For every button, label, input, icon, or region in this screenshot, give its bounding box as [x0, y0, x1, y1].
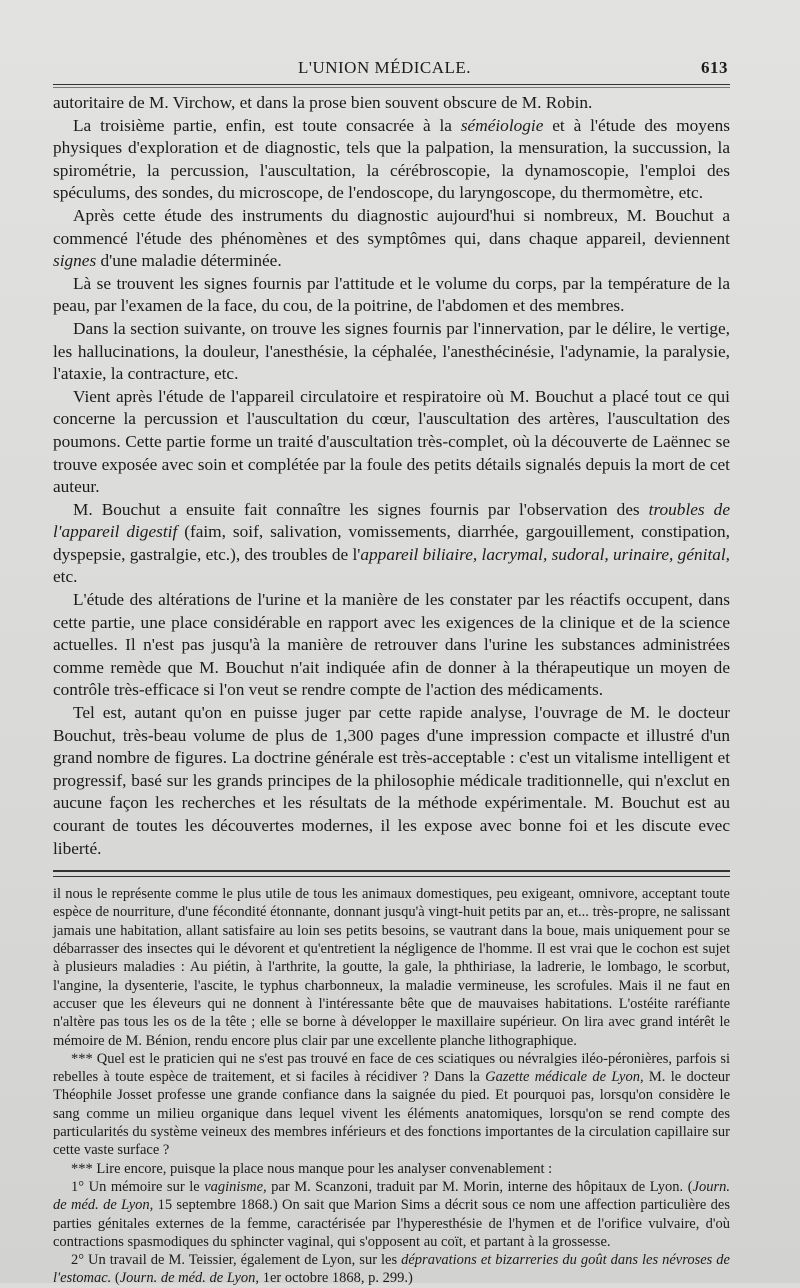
emphasis: Gazette médicale de Lyon, — [485, 1069, 644, 1086]
emphasis: dépravations et bizarreries du goût dans les névroses de l'estomac. — [53, 1252, 730, 1287]
paragraph: Dans la section suivante, on trouve les signes fournis par l'innervation, par le délire, le vertige, les hallucinations, la douleur, l'anesthésie, la céphalée, l'anesthécinésie, l'adynamie, la paralysie, l'ataxie, la contracture, etc. — [53, 318, 730, 384]
emphasis: séméiologie — [460, 115, 544, 135]
section-divider — [53, 870, 730, 877]
page-number: 613 — [701, 58, 728, 77]
emphasis: signes — [53, 251, 97, 271]
note-paragraph: 1° Un mémoire sur le vaginisme, par M. Scanzoni, traduit par M. Morin, interne des hôpitaux de Lyon. (Journ. de méd. de Lyon, 15 septembre 1868.) On sait que Marion Sims a décrit sous ce nom une affection particulière des parties génitales externes de la femme, caractérisée par l'hyperesthésie de l'hymen et de l'orifice vulvaire, d'où contractions spasmodiques du sphincter vaginal, qui s'opposent au coït, et partant à la grossesse. — [53, 1178, 731, 1250]
paragraph: L'étude des altérations de l'urine et la manière de les constater par les réactifs occupent, dans cette partie, une place considérable en rapport avec les exigences de la clinique et de la science actuelles. Il n'est pas jusqu'à la manière de retrouver dans l'urine les substances administrées comme remède que M. Bouchut n'ait indiquée afin de donner à la thérapeutique un moyen de contrôle très-efficace si l'on veut se rendre compte de l'action des médicaments. — [53, 590, 730, 700]
note-paragraph: *** Lire encore, puisque la place nous manque pour les analyser convenablement : — [71, 1160, 553, 1177]
emphasis: troubles de l'appareil digestif — [53, 499, 730, 542]
note-paragraph: *** Quel est le praticien qui ne s'est pas trouvé en face de ces sciatiques ou névralgies iléo-péronières, parfois si rebelles à toute espèce de traitement, et si faciles à récidiver ? Dans la Gazette médicale de Lyon, M. le docteur Théophile Josset professe une grande confiance dans la saignée du pied. Et pourquoi pas, lorsqu'on considère le sang comme un milieu organique dans lequel vivent les éléments anatomiques, lorsqu'on se rend compte des particularités du système veineux des membres inférieurs et des fonctions importantes de la circulation capillaire sur cette vaste surface ? — [53, 1050, 730, 1159]
journal-title: L'UNION MÉDICALE. — [298, 58, 472, 77]
paragraph: La troisième partie, enfin, est toute consacrée à la séméiologie et à l'étude des moyens physiques d'exploration et de diagnostic, tels que la palpation, la mensuration, la succussion, la spirométrie, la percussion, l'auscultation, la cérébroscopie, la dynamoscopie, l'emploi des spéculums, des sondes, du microscope, de l'endoscope, du laryngoscope, du thermomètre, etc. — [53, 115, 730, 203]
note-paragraph: 2° Un travail de M. Teissier, également de Lyon, sur les dépravations et bizarreries du goût dans les névroses de l'estomac. (Journ. de méd. de Lyon, 1er octobre 1868, p. 299.) — [53, 1252, 730, 1287]
running-header — [53, 58, 730, 78]
paragraph: M. Bouchut a ensuite fait connaître les signes fournis par l'observation des troubles de l'appareil digestif (faim, soif, salivation, vomissements, diarrhée, gargouillement, constipation, dyspepsie, gastralgie, etc.), des troubles de l'appareil biliaire, lacrymal, sudoral, urinaire, génital, etc. — [53, 499, 731, 587]
paragraph: Là se trouvent les signes fournis par l'attitude et le volume du corps, par la température de la peau, par l'examen de la face, du cou, de la poitrine, de l'abdomen et des membres. — [53, 273, 730, 316]
header-rule — [53, 84, 730, 88]
emphasis: vaginisme, — [204, 1178, 267, 1195]
notes-section — [53, 885, 730, 1288]
emphasis: Journ. de méd. de Lyon, — [53, 1178, 731, 1214]
emphasis: Journ. de méd. de Lyon, — [119, 1270, 260, 1287]
paragraph: Après cette étude des instruments du diagnostic aujourd'hui si nombreux, M. Bouchut a commencé l'étude des phénomènes et des symptômes qui, dans chaque appareil, deviennent signes d'une maladie déterminée. — [53, 205, 730, 271]
paragraph: autoritaire de M. Virchow, et dans la prose bien souvent obscure de M. Robin. — [53, 93, 593, 112]
note-paragraph: il nous le représente comme le plus utile de tous les animaux domestiques, peu exigeant, omnivore, acceptant toute espèce de nourriture, d'une fécondité étonnante, donnant jusqu'à vingt-huit petits par an, et... très-propre, ne salissant jamais une habitation, allant satisfaire au loin ses petits besoins, se vautrant dans la boue, mais uniquement pour se débarrasser des insectes qui le dévorent et qu'entretient la négligence de l'homme. Il est vrai que le cochon est sujet à plusieurs maladies : Au piétin, à l'arthrite, la goutte, la gale, la phthiriase, la ladrerie, le lombago, le scorbut, l'angine, la dysenterie, l'ascite, le typhus charbonneux, la maladie vermineuse, les scrofules. Mais il ne faut en accuser que les éleveurs qui ne donnent à l'intéressante bête que de mauvaises habitations. L'ostéite raréfiante n'altère pas tous les os de la tête ; elle se borne à développer le maxillaire supérieur. On lira avec grand intérêt le mémoire de M. Bénion, rendu encore plus clair par une excellente planche lithographique. — [53, 886, 730, 1049]
main-text — [53, 92, 730, 860]
emphasis: appareil biliaire, lacrymal, sudoral, urinaire, génital, — [360, 544, 731, 564]
paragraph: Tel est, autant qu'on en puisse juger par cette rapide analyse, l'ouvrage de M. le docteur Bouchut, très-beau volume de plus de 1,300 pages d'une impression compacte et illustré d'un grand nombre de figures. La doctrine générale est très-acceptable : c'est un vitalisme intelligent et progressif, basé sur les grands principes de la philosophie médicale traditionnelle, qui n'exclut en aucune façon les recherches et les résultats de la méthode expérimentale. M. Bouchut est au courant de toutes les découvertes modernes, il les expose avec bonne foi et les discute evec liberté. — [53, 703, 730, 858]
paragraph: Vient après l'étude de l'appareil circulatoire et respiratoire où M. Bouchut a placé tout ce qui concerne la percussion et l'auscultation du cœur, l'auscultation des artères, l'auscultation des poumons. Cette partie forme un traité d'auscultation très-complet, où la découverte de Laënnec se trouve exposée avec soin et complétée par la foule des petits détails signalés depuis la mort de cet auteur. — [53, 386, 730, 497]
